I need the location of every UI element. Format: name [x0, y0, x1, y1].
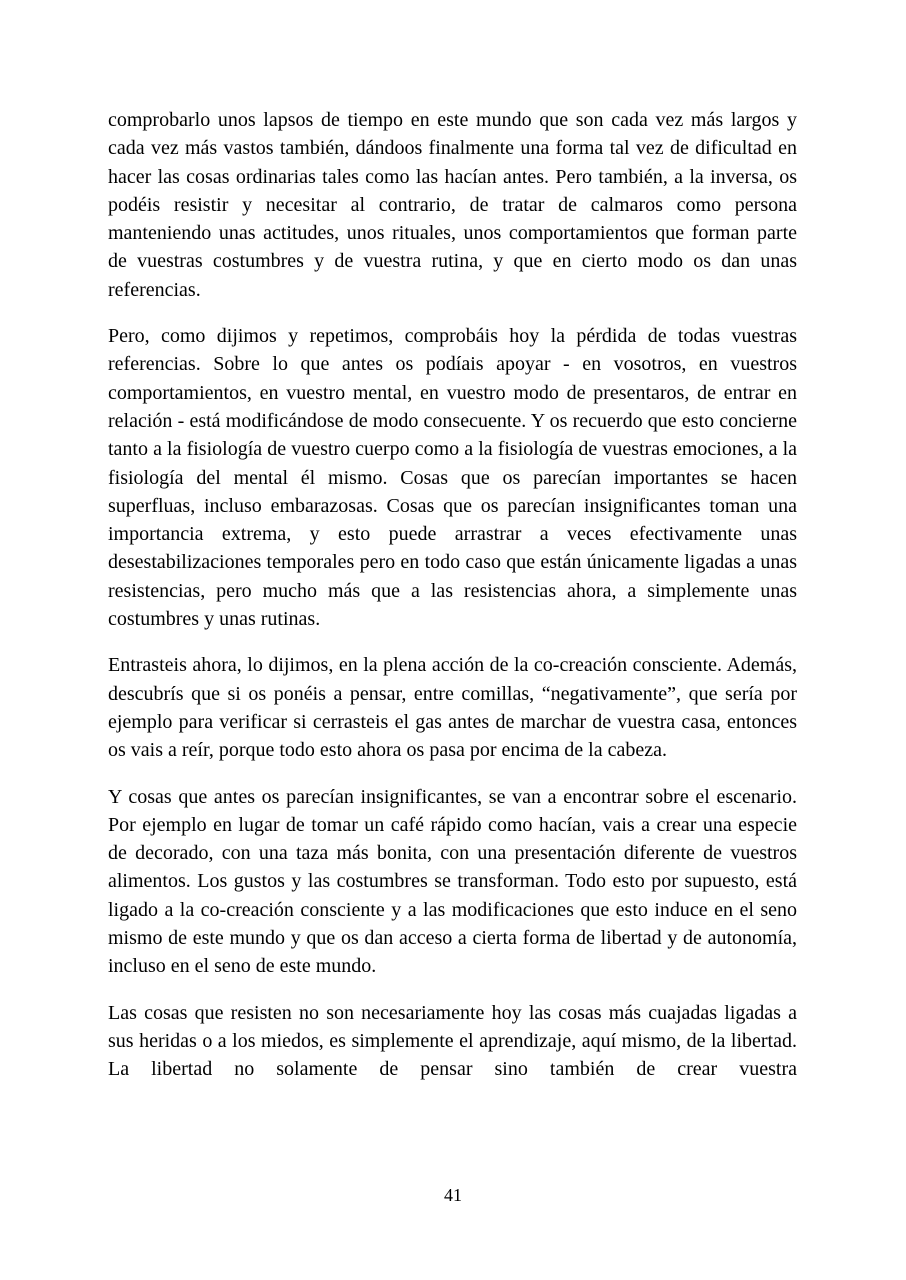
page-number: 41: [444, 1185, 462, 1205]
body-text: [108, 106, 797, 1102]
paragraph-3: Entrasteis ahora, lo dijimos, en la plena acción de la co-creación consciente. Además, descubrís que si os ponéis a pensar, entre comillas, “negativamente”, que sería por ejemplo para verificar si cerrasteis el gas antes de marchar de vuestra casa, entonces os vais a reír, porque todo esto ahora os pasa por encima de la cabeza.: [108, 654, 797, 762]
paragraph-1: comprobarlo unos lapsos de tiempo en este mundo que son cada vez más largos y cada vez más vastos también, dándoos finalmente una forma tal vez de dificultad en hacer las cosas ordinarias tales como las hacían antes. Pero también, a la inversa, os podéis resistir y necesitar al contrario, de tratar de calmaros como persona manteniendo unas actitudes, unos rituales, unos comportamientos que forman parte de vuestras costumbres y de vuestra rutina, y que en cierto modo os dan unas referencias.: [108, 109, 797, 301]
paragraph-2: Pero, como dijimos y repetimos, comprobáis hoy la pérdida de todas vuestras referencias. Sobre lo que antes os podíais apoyar - en vosotros, en vuestros comportamientos, en vuestro mental, en vuestro modo de presentaros, de entrar en relación - está modificándose de modo consecuente. Y os recuerdo que esto concierne tanto a la fisiología de vuestro cuerpo como a la fisiología de vuestras emociones, a la fisiología del mental él mismo. Cosas que os parecían importantes se hacen superfluas, incluso embarazosas. Cosas que os parecían insignificantes toman una importancia extrema, y esto puede arrastrar a veces efectivamente unas desestabilizaciones temporales pero en todo caso que están únicamente ligadas a unas resistencias, pero mucho más que a las resistencias ahora, a simplemente unas costumbres y unas rutinas.: [108, 325, 797, 631]
paragraph-4: Y cosas que antes os parecían insignificantes, se van a encontrar sobre el escenario. Por ejemplo en lugar de tomar un café rápido como hacían, vais a crear una especie de decorado, con una taza más bonita, con una presentación diferente de vuestros alimentos. Los gustos y las costumbres se transforman. Todo esto por supuesto, está ligado a la co-creación consciente y a las modificaciones que esto induce en el seno mismo de este mundo y que os dan acceso a cierta forma de libertad y de autonomía, incluso en el seno de este mundo.: [108, 785, 797, 978]
paragraph-5: Las cosas que resisten no son necesariamente hoy las cosas más cuajadas ligadas a sus heridas o a los miedos, es simplemente el aprendizaje, aquí mismo, de la libertad. La libertad no solamente de pensar sino también de crear vuestra: [108, 1001, 797, 1081]
